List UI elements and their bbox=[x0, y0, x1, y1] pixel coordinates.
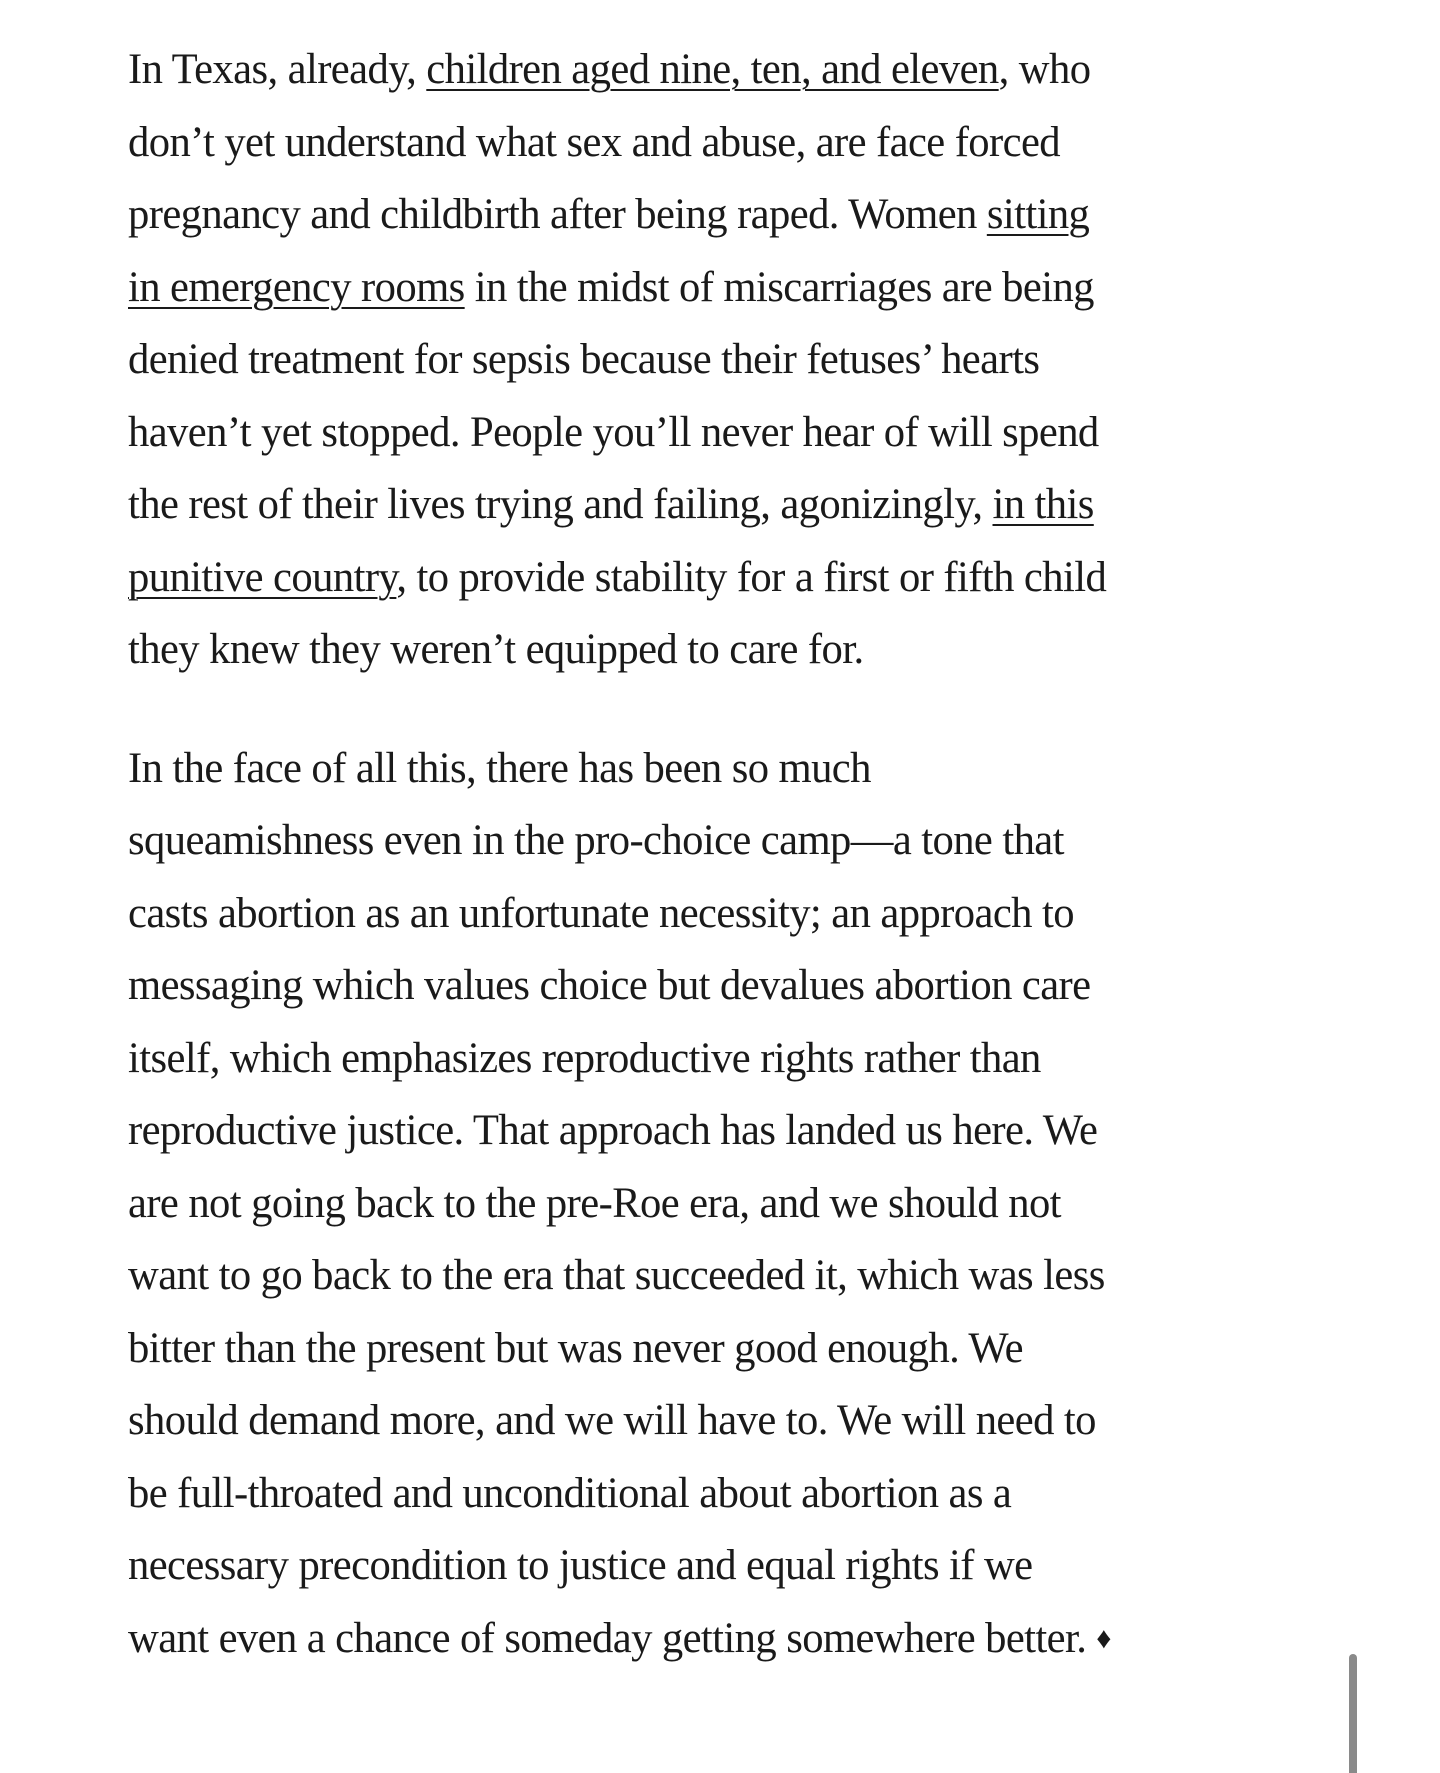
text-line bbox=[128, 469, 1318, 542]
text-segment: are not going back to the pre-Roe era, and we should not bbox=[128, 1179, 1061, 1227]
text-line bbox=[128, 1385, 1318, 1458]
text-segment: In Texas, already, bbox=[128, 46, 427, 93]
inline-link[interactable]: children aged nine, ten, and eleven bbox=[426, 46, 999, 93]
text-segment: messaging which values choice but devalues abortion care bbox=[128, 962, 1091, 1009]
text-line bbox=[128, 1240, 1318, 1313]
text-segment: be full-throated and unconditional about abortion as a bbox=[128, 1469, 1012, 1517]
text-segment: pregnancy and childbirth after being raped. Women bbox=[128, 191, 987, 238]
diamond-icon: ♦ bbox=[1096, 1621, 1111, 1655]
text-segment: squeamishness even in the pro-choice camp—a tone that bbox=[128, 817, 1064, 864]
text-segment: don’t yet understand what sex and abuse, are face forced bbox=[128, 118, 1061, 166]
inline-link[interactable]: sitting bbox=[986, 191, 1090, 238]
text-line bbox=[128, 1530, 1318, 1603]
text-line bbox=[128, 34, 1318, 107]
text-segment: reproductive justice. That approach has landed us here. We bbox=[128, 1107, 1098, 1154]
article-body bbox=[128, 34, 1328, 1675]
inline-link[interactable]: punitive country bbox=[128, 553, 397, 601]
text-segment: bitter than the present but was never good enough. We bbox=[128, 1324, 1024, 1372]
text-line bbox=[128, 324, 1318, 397]
paragraph bbox=[128, 733, 1328, 1676]
text-line bbox=[128, 805, 1318, 878]
text-segment: haven’t yet stopped. People you’ll never hear of will spend bbox=[128, 408, 1099, 456]
text-line bbox=[128, 397, 1318, 470]
text-line bbox=[128, 179, 1318, 252]
text-segment: denied treatment for sepsis because their fetuses’ hearts bbox=[128, 336, 1040, 383]
text-segment: , who bbox=[998, 46, 1091, 93]
inline-link[interactable]: in this bbox=[992, 481, 1094, 528]
text-segment: they knew they weren’t equipped to care for. bbox=[128, 626, 864, 673]
paragraph bbox=[128, 34, 1328, 687]
text-line bbox=[128, 1313, 1318, 1386]
scrollbar-thumb[interactable] bbox=[1349, 1654, 1357, 1773]
text-segment: want to go back to the era that succeeded it, which was less bbox=[128, 1252, 1105, 1299]
text-line bbox=[128, 542, 1318, 615]
text-line bbox=[128, 1168, 1318, 1241]
text-segment: the rest of their lives trying and failing, agonizingly, bbox=[128, 481, 993, 528]
text-line bbox=[128, 878, 1318, 951]
text-line bbox=[128, 733, 1318, 806]
text-line bbox=[128, 107, 1318, 180]
text-line bbox=[128, 1458, 1318, 1531]
text-line bbox=[128, 252, 1318, 325]
text-segment: necessary precondition to justice and equal rights if we bbox=[128, 1542, 1033, 1589]
text-segment: want even a chance of someday getting somewhere better. bbox=[128, 1614, 1087, 1662]
text-line bbox=[128, 1095, 1318, 1168]
inline-link[interactable]: in emergency rooms bbox=[128, 263, 465, 311]
text-line bbox=[128, 950, 1318, 1023]
text-segment: itself, which emphasizes reproductive rights rather than bbox=[128, 1034, 1041, 1082]
text-segment: should demand more, and we will have to. We will need to bbox=[128, 1397, 1096, 1444]
text-segment: In the face of all this, there has been so much bbox=[128, 744, 871, 792]
text-line bbox=[128, 1603, 1318, 1676]
text-segment: , to provide stability for a first or fifth child bbox=[396, 553, 1107, 601]
text-segment: casts abortion as an unfortunate necessity; an approach to bbox=[128, 889, 1074, 937]
text-line bbox=[128, 1023, 1318, 1096]
text-line bbox=[128, 614, 1318, 687]
text-segment: in the midst of miscarriages are being bbox=[464, 263, 1094, 311]
